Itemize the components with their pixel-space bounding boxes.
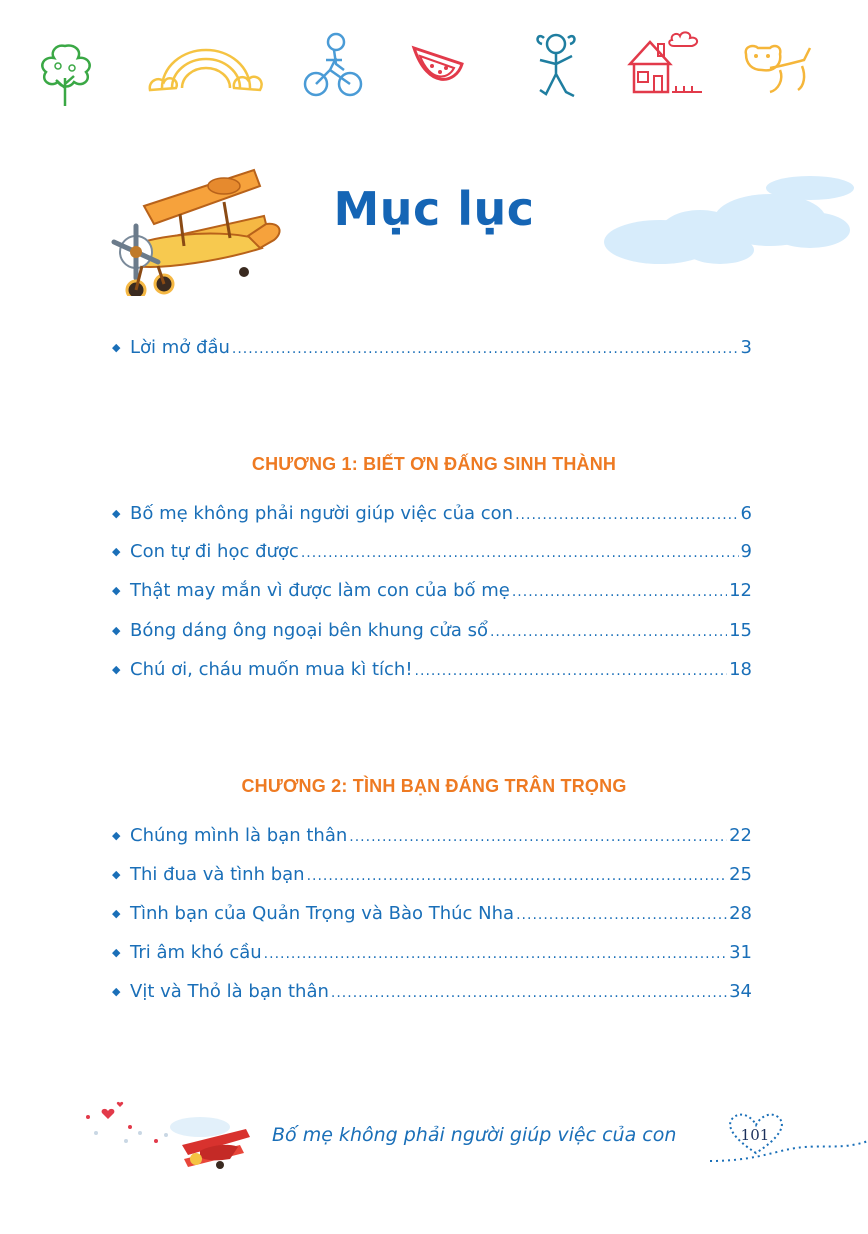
toc-item-page: 12: [729, 580, 752, 601]
toc-item-page: 6: [740, 503, 752, 524]
toc-item-page: 34: [729, 981, 752, 1002]
footer-book-title: Bố mẹ không phải người giúp việc của con: [272, 1124, 677, 1146]
diamond-bullet-icon: ◆: [112, 624, 121, 637]
dot-leader: [331, 985, 727, 1001]
dot-leader: [516, 907, 727, 923]
toc-item-label: Thi đua và tình bạn: [130, 864, 305, 885]
diamond-bullet-icon: ◆: [112, 829, 121, 842]
toc-item-label: Lời mở đầu: [130, 337, 230, 358]
toc-item-label: Tri âm khó cầu: [130, 942, 262, 963]
toc-item-label: Chú ơi, cháu muốn mua kì tích!: [130, 659, 413, 680]
diamond-bullet-icon: ◆: [112, 545, 121, 558]
toc-item-page: 3: [740, 337, 752, 358]
toc-item-label: Bóng dáng ông ngoại bên khung cửa sổ: [130, 620, 488, 641]
toc-item-page: 25: [729, 864, 752, 885]
tree-icon: [34, 40, 96, 110]
footer-plane-icon: [70, 1095, 260, 1175]
diamond-bullet-icon: ◆: [112, 946, 121, 959]
toc-item-label: Tình bạn của Quản Trọng và Bào Thúc Nha: [130, 903, 515, 924]
page-title: Mục lục: [333, 182, 535, 236]
toc-item-page: 9: [740, 541, 752, 562]
toc-item-page: 31: [729, 942, 752, 963]
toc-item-label: Thật may mắn vì được làm con của bố mẹ: [130, 580, 510, 601]
chapter-2-list: [112, 0, 752, 1234]
toc-item-label: Con tự đi học được: [130, 541, 299, 562]
diamond-bullet-icon: ◆: [112, 985, 121, 998]
diamond-bullet-icon: ◆: [112, 868, 121, 881]
heart-dotted-icon: [710, 1105, 868, 1171]
toc-item-page: 18: [729, 659, 752, 680]
toc-item-page: 22: [729, 825, 752, 846]
toc-item[interactable]: [112, 903, 752, 931]
diamond-bullet-icon: ◆: [112, 507, 121, 520]
toc-item-label: Bố mẹ không phải người giúp việc của con: [130, 503, 514, 524]
dot-leader: [307, 868, 728, 884]
dot-leader: [349, 829, 727, 845]
diamond-bullet-icon: ◆: [112, 907, 121, 920]
toc-item-page: 28: [729, 903, 752, 924]
diamond-bullet-icon: ◆: [112, 584, 121, 597]
toc-item[interactable]: [112, 825, 752, 853]
toc-item[interactable]: [112, 942, 752, 970]
chapter-heading-2: CHƯƠNG 2: TÌNH BẠN ĐÁNG TRÂN TRỌNG: [241, 776, 627, 796]
toc-item-page: 15: [729, 620, 752, 641]
chapter-heading-1: CHƯƠNG 1: BIẾT ƠN ĐẤNG SINH THÀNH: [251, 454, 617, 474]
dot-leader: [264, 946, 727, 962]
diamond-bullet-icon: ◆: [112, 663, 121, 676]
toc-item-label: Chúng mình là bạn thân: [130, 825, 348, 846]
page-number: 101: [740, 1126, 770, 1144]
diamond-bullet-icon: ◆: [112, 341, 121, 354]
toc-item[interactable]: [112, 864, 752, 892]
toc-item-label: Vịt và Thỏ là bạn thân: [130, 981, 329, 1002]
toc-item[interactable]: [112, 981, 752, 1009]
